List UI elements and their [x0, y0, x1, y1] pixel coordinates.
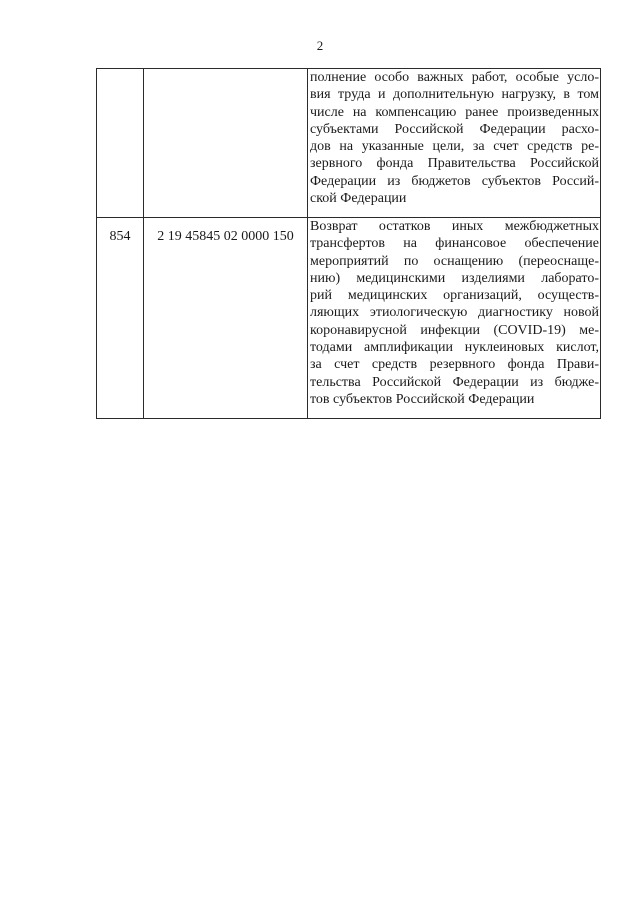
income-name-cell [308, 69, 601, 218]
name-line: Возврат остатков иных межбюджетных [310, 219, 599, 234]
admin-code-cell: 854 [97, 218, 144, 419]
name-line: дов на указанные цели, за счет средств ре- [310, 139, 599, 155]
name-line: коронавирусной инфекции (COVID-19) ме- [310, 322, 599, 338]
admin-code-cell [97, 69, 144, 218]
budget-code-cell [144, 69, 308, 218]
name-line: числе на компенсацию ранее произведенных [310, 104, 599, 120]
name-line: ляющих этиологическую диагностику новой [310, 305, 599, 321]
name-line: тельства Российской Федерации из бюдже- [310, 374, 599, 390]
name-line: за счет средств резервного фонда Прави- [310, 357, 599, 373]
table-row [97, 218, 601, 419]
name-line: ской Федерации [310, 191, 407, 207]
name-line: вия труда и дополнительную нагрузку, в том [310, 87, 599, 103]
name-line: Федерации из бюджетов субъектов Россий- [310, 173, 599, 189]
name-line: рий медицинских организаций, осуществ- [310, 288, 599, 304]
name-line: тов субъектов Российской Федерации [310, 391, 535, 407]
name-line: мероприятий по оснащению (переоснаще- [310, 253, 599, 269]
name-line: тодами амплификации нуклеиновых кислот, [310, 340, 599, 356]
name-line: трансфертов на финансовое обеспечение [310, 236, 599, 252]
page-number: 2 [316, 38, 324, 53]
budget-code-table [96, 68, 601, 419]
name-line: полнение особо важных работ, особые усло- [310, 70, 599, 85]
name-line: зервного фонда Правительства Российской [310, 156, 599, 172]
table-row [97, 69, 601, 218]
name-line: субъектами Российской Федерации расхо- [310, 121, 599, 137]
budget-code-cell: 2 19 45845 02 0000 150 [144, 218, 308, 419]
income-name-cell [308, 218, 601, 419]
name-line: нию) медицинскими изделиями лаборато- [310, 270, 599, 286]
